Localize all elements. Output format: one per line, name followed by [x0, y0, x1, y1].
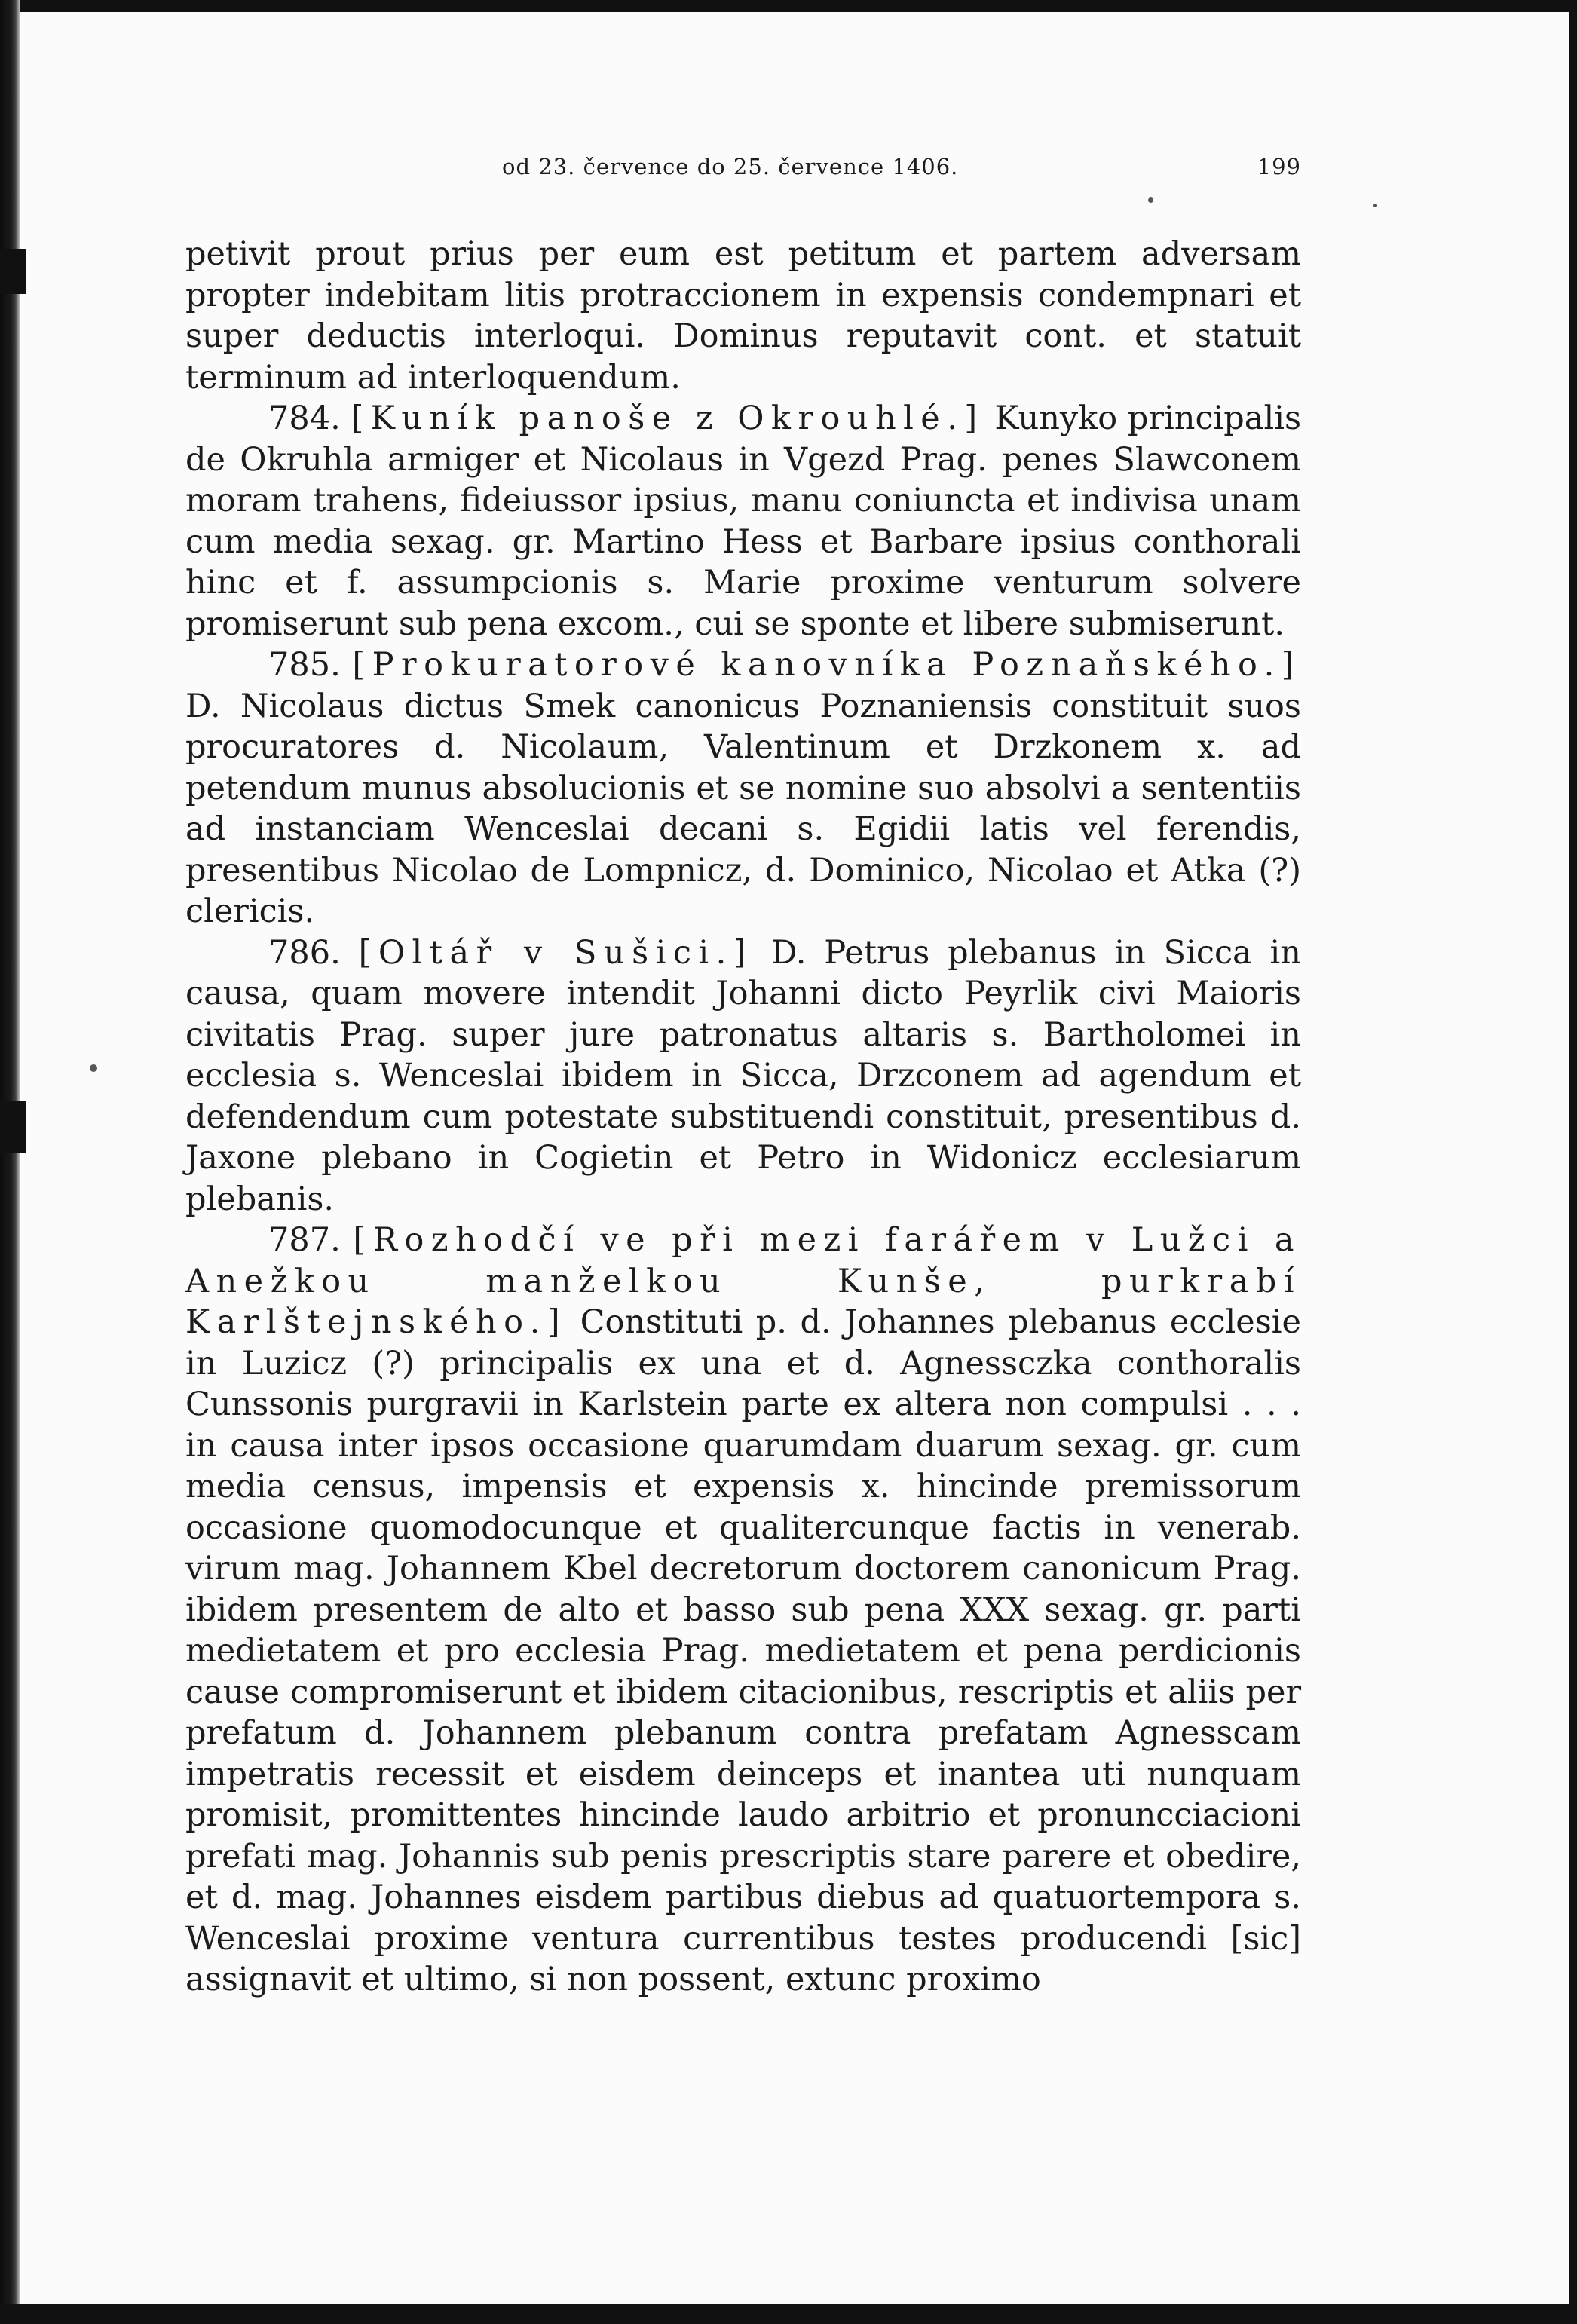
page-body	[185, 234, 1301, 2001]
running-title: od 23. července do 25. července 1406.	[502, 154, 959, 179]
entry-787	[185, 1220, 1301, 2001]
entry-786	[185, 932, 1301, 1220]
entry-heading: [Oltář v Sušici.]	[358, 933, 753, 972]
entry-number: 784.	[268, 400, 341, 437]
entry-heading: [Rozhodčí ve při mezi farářem v Lužci a Anežkou manželkou Kunše, purkrabí Karlštejnského.]	[185, 1221, 1301, 1341]
entry-784	[185, 398, 1301, 645]
scan-edge-notch	[0, 249, 26, 294]
book-page	[185, 143, 1301, 2001]
scan-edge-top	[0, 0, 1577, 12]
entry-heading: [Prokuratorové kanovníka Poznaňského.]	[352, 646, 1301, 684]
ink-speck	[1373, 204, 1377, 207]
scan-edge-bottom	[0, 2304, 1577, 2324]
entry-number: 787.	[268, 1221, 341, 1259]
entry-785	[185, 645, 1301, 932]
entry-text: D. Petrus plebanus in Sicca in causa, quam movere intendit Johanni dicto Peyrlik civi Maioris civitatis Prag. super jure patronatus altaris s. Bartholomei in ecclesia s. Wenceslai ibidem in Sicca, Drzconem ad agendum et defendendum cum potestate substituendi constituit, presentibus d. Jaxone plebano in Cogietin et Petro in Widonicz ecclesiarum plebanis.	[185, 933, 1302, 1218]
ink-speck	[90, 1064, 97, 1072]
entry-heading: [Kuník panoše z Okrouhlé.]	[351, 400, 984, 437]
page-header	[185, 143, 1301, 188]
scan-edge-notch	[0, 1101, 26, 1153]
scan-edge-right	[1569, 0, 1577, 2324]
continuation-paragraph: petivit prout prius per eum est petitum et partem adversam propter indebitam litis protraccionem in expensis condempnari et super deductis interloqui. Dominus reputavit cont. et statuit terminum ad interloquendum.	[185, 235, 1301, 397]
entry-text: Constituti p. d. Johannes plebanus ecclesie in Luzicz (?) principalis ex una et d. Agnessczka conthoralis Cunssonis purgravii in Karlstein parte ex altera non compulsi . . . in causa inter ipsos occasione quarumdam duarum sexag. gr. cum media census, impensis et expensis x. hincinde premissorum occasione quomodocunque et qualitercunque factis in venerab. virum mag. Johannem Kbel decretorum doctorem canonicum Prag. ibidem presentem de alto et basso sub pena XXX sexag. gr. parti medietatem et pro ecclesia Prag. medietatem et pena perdicionis cause compromiserunt et ibidem citacionibus, rescriptis et aliis per prefatum d. Johannem plebanum contra prefatam Agnesscam impetratis recessit et eisdem deinceps et inantea uti nunquam promisit, promittentes hincinde laudo arbitrio et pronuncciacioni prefati mag. Johannis sub penis prescriptis stare parere et obedire, et d. mag. Johannes eisdem partibus diebus ad quatuortempora s. Wenceslai proxime ventura currentibus testes producendi [sic] assignavit et ultimo, si non possent, extunc proximo	[185, 1303, 1301, 1998]
page-number: 199	[1257, 154, 1301, 179]
scan-edge-left	[0, 0, 20, 2324]
entry-text: D. Nicolaus dictus Smek canonicus Poznaniensis constituit suos procuratores d. Nicolaum, Valentinum et Drzkonem x. ad petendum munus absolucionis et se nomine suo absolvi a sententiis ad instanciam Wenceslai decani s. Egidii latis vel ferendis, presentibus Nicolao de Lompnicz, d. Dominico, Nicolao et Atka (?) clericis.	[185, 687, 1301, 930]
entry-number: 786.	[268, 933, 341, 972]
entry-text: Kunyko principalis de Okruhla armiger et Nicolaus in Vgezd Prag. penes Slawconem moram trahens, fideiussor ipsius, manu coniuncta et indivisa unam cum media sexag. gr. Martino Hess et Barbare ipsius conthorali hinc et f. assumpcionis s. Marie proxime venturum solvere promiserunt sub pena excom., cui se sponte et libere submiserunt.	[185, 400, 1302, 643]
entry-number: 785.	[268, 646, 341, 684]
